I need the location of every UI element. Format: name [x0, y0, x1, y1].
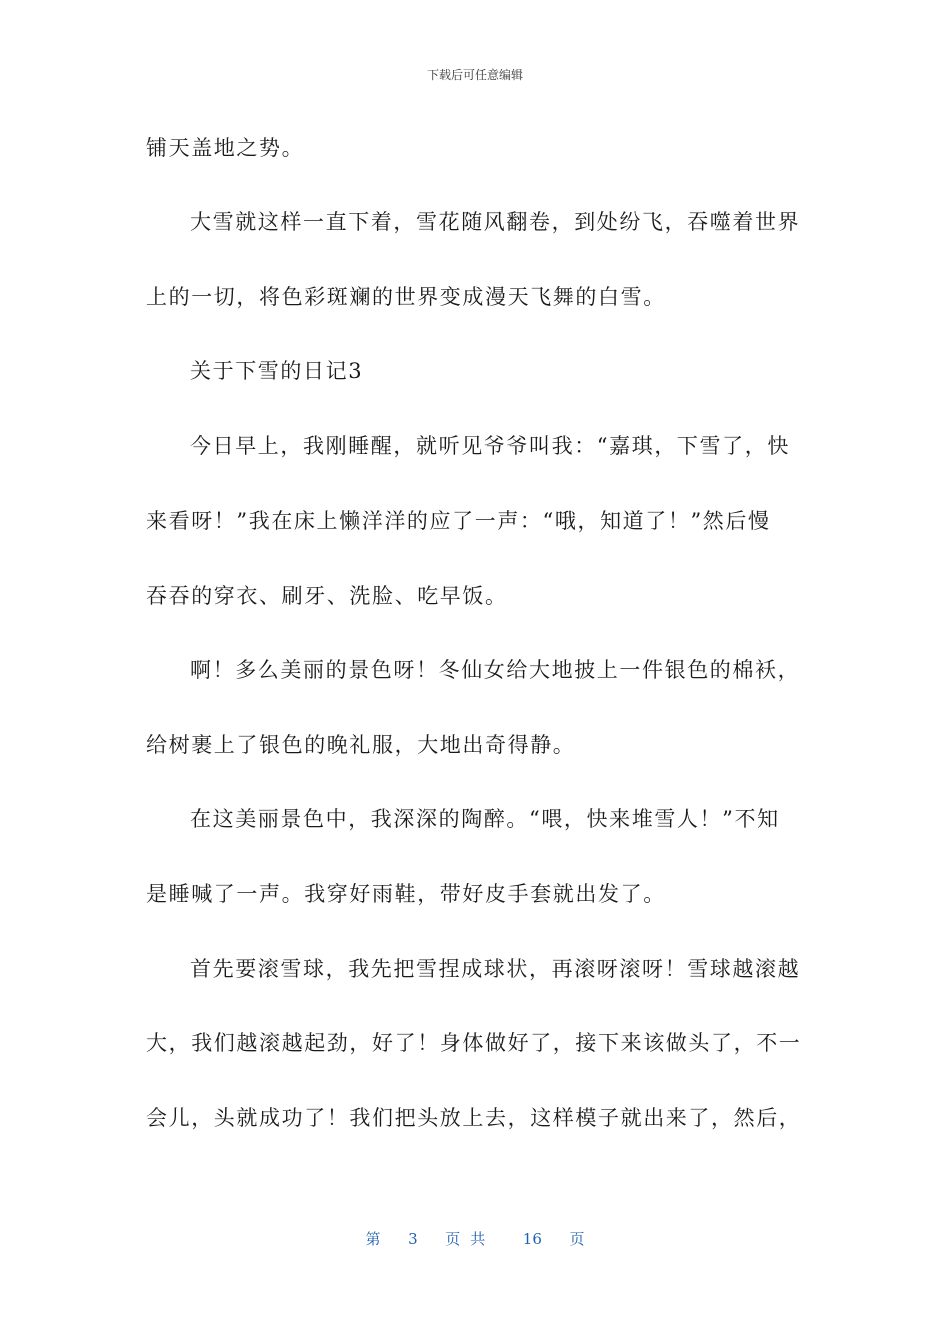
- text-line: 会儿，头就成功了！我们把头放上去，这样模子就出来了，然后，: [146, 1106, 802, 1130]
- text-line: 吞吞的穿衣、刷牙、洗脸、吃早饭。: [146, 584, 508, 608]
- text-line: 来看呀！”我在床上懒洋洋的应了一声：“哦，知道了！”然后慢: [146, 509, 771, 533]
- text-line: 今日早上，我刚睡醒，就听见爷爷叫我：“嘉琪，下雪了，快: [190, 434, 790, 458]
- footer-total-pages: 16: [522, 1230, 542, 1248]
- text-line: 给树裹上了银色的晚礼服，大地出奇得静。: [146, 733, 576, 757]
- page-footer: [0, 1228, 950, 1249]
- text-line: 啊！多么美丽的景色呀！冬仙女给大地披上一件银色的棉袄，: [190, 658, 801, 682]
- page-header-note: 下载后可任意编辑: [426, 68, 523, 82]
- footer-prefix: 第: [365, 1230, 381, 1248]
- section-heading: 关于下雪的日记3: [190, 359, 364, 383]
- text-line: 大，我们越滚越起劲，好了！身体做好了，接下来该做头了，不一: [146, 1031, 802, 1055]
- text-line: 是睡喊了一声。我穿好雨鞋，带好皮手套就出发了。: [146, 882, 666, 906]
- footer-middle: 页共: [445, 1230, 496, 1248]
- footer-suffix: 页: [569, 1230, 585, 1248]
- text-line: 在这美丽景色中，我深深的陶醉。“喂，快来堆雪人！”不知: [190, 807, 780, 831]
- text-line: 首先要滚雪球，我先把雪捏成球状，再滚呀滚呀！雪球越滚越: [190, 957, 801, 981]
- text-line: 上的一切，将色彩斑斓的世界变成漫天飞舞的白雪。: [146, 285, 666, 309]
- text-line: 铺天盖地之势。: [146, 136, 305, 160]
- footer-current-page: 3: [408, 1230, 418, 1248]
- text-line: 大雪就这样一直下着，雪花随风翻卷，到处纷飞，吞噬着世界: [190, 210, 801, 234]
